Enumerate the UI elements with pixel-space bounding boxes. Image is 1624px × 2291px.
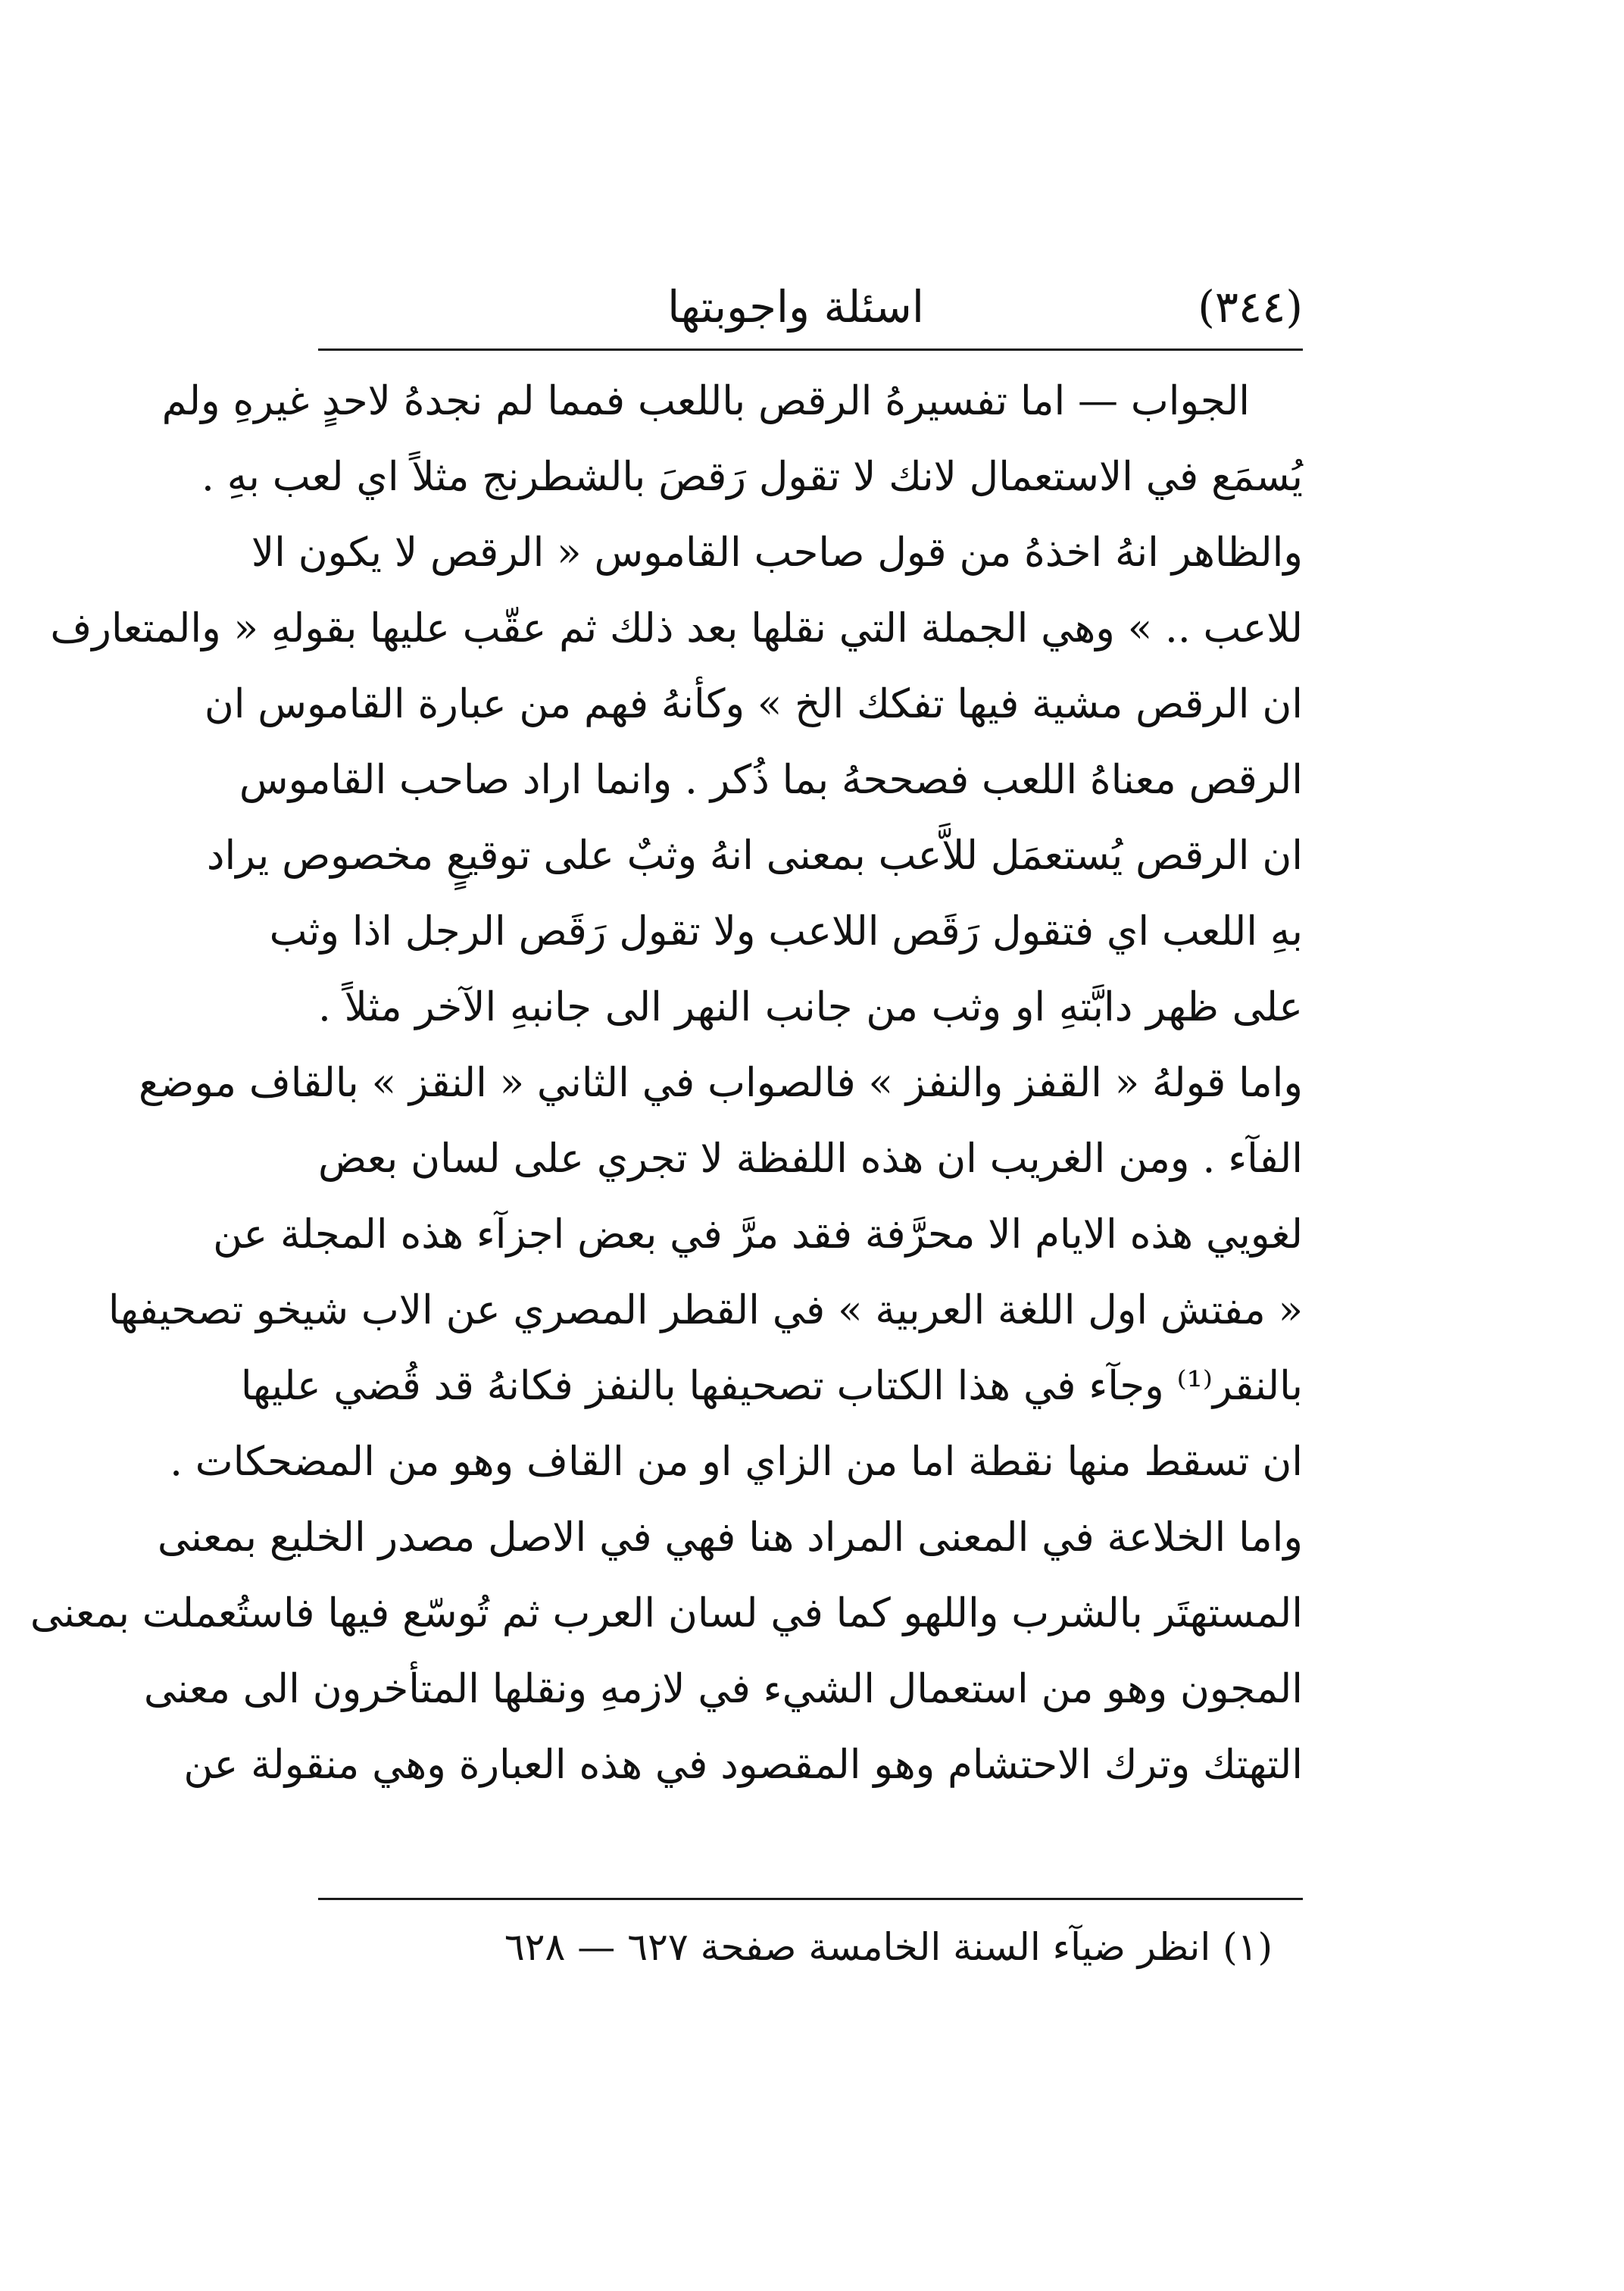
text-line: المستهتَر بالشرب واللهو كما في لسان العرب ثم تُوسّع فيها فاستُعملت بمعنى — [30, 1590, 1303, 1636]
text-line: واما الخلاعة في المعنى المراد هنا فهي في الاصل مصدر الخليع بمعنى — [157, 1514, 1303, 1561]
text-line: ان تسقط منها نقطة اما من الزاي او من القاف وهو من المضحكات . — [170, 1439, 1303, 1485]
text-line: ان الرقص مشية فيها تفكك الخ » وكأنهُ فهم من عبارة القاموس ان — [204, 681, 1303, 727]
text-line: والظاهر انهُ اخذهُ من قول صاحب القاموس « الرقص لا يكون الا — [251, 530, 1303, 576]
text-line: المجون وهو من استعمال الشيء في لازمهِ ونقلها المتأخرون الى معنى — [143, 1666, 1303, 1712]
text-line: « مفتش اول اللغة العربية » في القطر المصري عن الاب شيخو تصحيفها — [108, 1287, 1303, 1333]
footnote-text: (١) انظر ضيآء السنة الخامسة صفحة ٦٢٧ — ٦٢٨ — [504, 1925, 1273, 1969]
text-line: لغويي هذه الايام الا محرَّفة فقد مرَّ في بعض اجزآء هذه المجلة عن — [213, 1211, 1303, 1258]
page-header — [318, 273, 1303, 341]
text-line: الجواب — اما تفسيرهُ الرقص باللعب فمما لم نجدهُ لاحدٍ غيرهِ ولم — [161, 378, 1250, 424]
text-line: ان الرقص يُستعمَل للاَّعب بمعنى انهُ وثبٌ على توقيعٍ مخصوص يراد — [206, 833, 1303, 879]
text-line: التهتك وترك الاحتشام وهو المقصود في هذه العبارة وهي منقولة عن — [183, 1742, 1303, 1788]
page-number: (٣٤٤) — [1198, 281, 1303, 333]
running-title: اسئلة واجوبتها — [667, 281, 924, 333]
text-line: الرقص معناهُ اللعب فصححهُ بما ذُكر . وانما اراد صاحب القاموس — [239, 757, 1303, 803]
text-line: يُسمَع في الاستعمال لانك لا تقول رَقصَ بالشطرنج مثلاً اي لعب بهِ . — [201, 454, 1303, 500]
footnote — [318, 1913, 1303, 1981]
text-line: واما قولهُ « القفز والنفز » فالصواب في الثاني « النقز » بالقاف موضع — [139, 1060, 1303, 1106]
text-line: على ظهر دابَّتهِ او وثب من جانب النهر الى جانبهِ الآخر مثلاً . — [318, 984, 1303, 1030]
header-rule — [318, 348, 1303, 351]
text-line: بالنقر⁽¹⁾ وجآء في هذا الكتاب تصحيفها بالنفز فكانهُ قد قُضي عليها — [240, 1363, 1303, 1409]
text-line: بهِ اللعب اي فتقول رَقَص اللاعب ولا تقول رَقَص الرجل اذا وثب — [269, 908, 1303, 955]
text-line: الفآء . ومن الغريب ان هذه اللفظة لا تجري على لسان بعض — [318, 1136, 1303, 1182]
footnote-rule — [318, 1898, 1303, 1900]
body-text — [30, 364, 1303, 1803]
text-line: للاعب .. » وهي الجملة التي نقلها بعد ذلك ثم عقّب عليها بقولهِ « والمتعارف — [50, 605, 1303, 652]
